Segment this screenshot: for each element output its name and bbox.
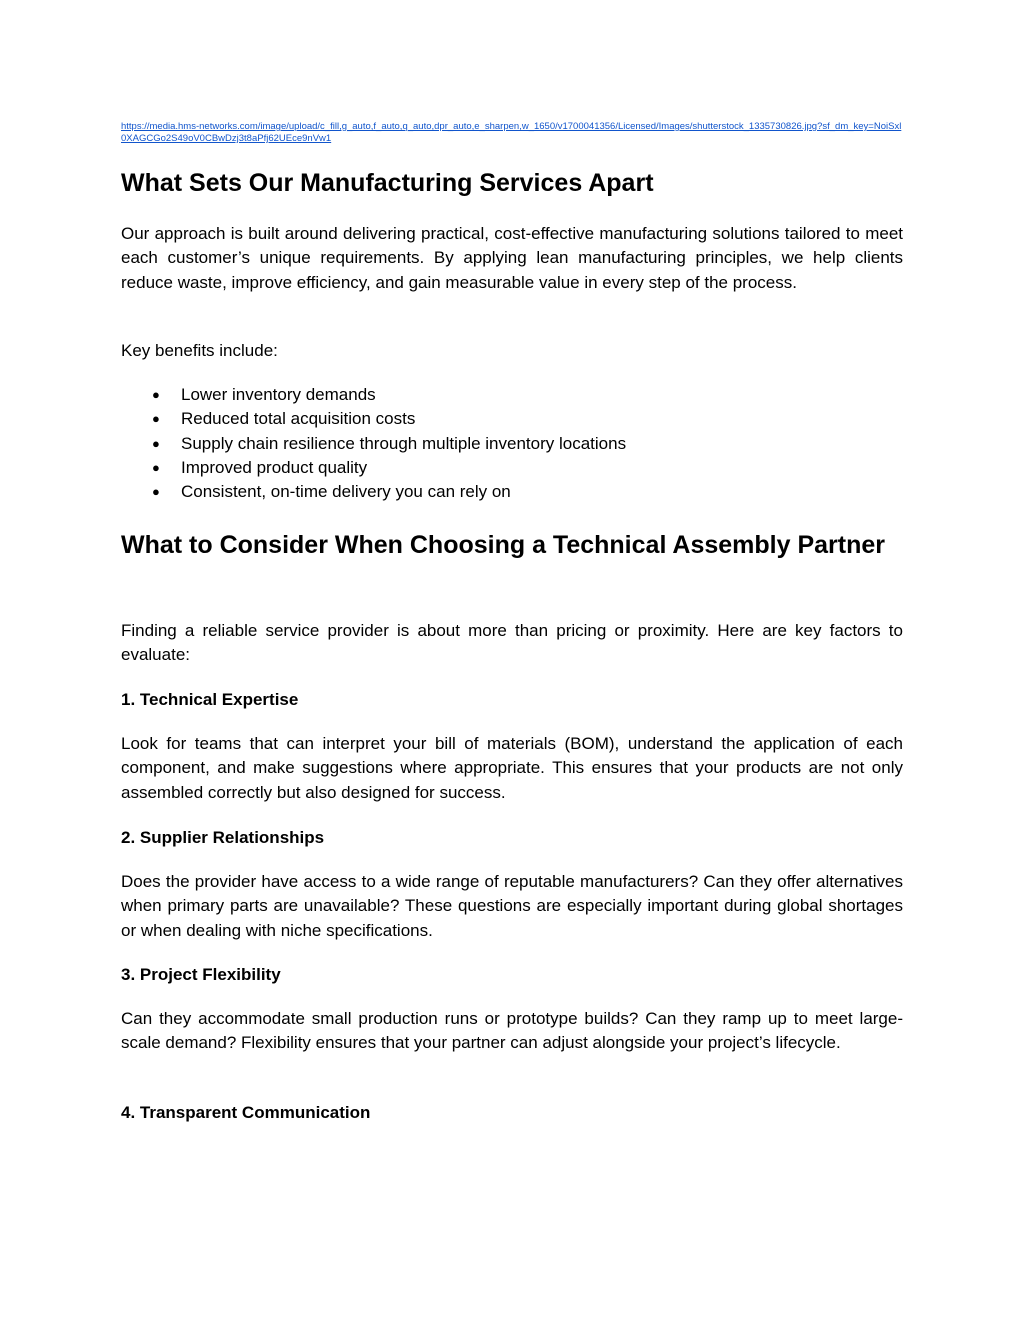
list-item [121, 432, 626, 456]
services-paragraph: Our approach is built around delivering practical, cost-effective manufacturing solutions tailored to meet each customer’s unique requirements. By applying lean manufacturing principles, we help clients reduce waste, improve efficiency, and gain measurable value in every step of the process. [121, 224, 903, 292]
factor-title-technical-expertise: 1. Technical Expertise [121, 690, 299, 709]
factor-text-supplier-relationships: Does the provider have access to a wide range of reputable manufacturers? Can they offer alternatives when primary parts are unavailable? These questions are especially important during global shortages or when dealing with niche specifications. [121, 872, 903, 940]
factor-text-technical-expertise: Look for teams that can interpret your bill of materials (BOM), understand the application of each component, and make suggestions where appropriate. This ensures that your products are not only assembled correctly but also designed for success. [121, 734, 903, 802]
bullet-icon: ● [152, 411, 160, 427]
bullet-icon: ● [152, 435, 160, 451]
factor-text-project-flexibility: Can they accommodate small production runs or prototype builds? Can they ramp up to meet large-scale demand? Flexibility ensures that your partner can adjust alongside your project’s lifecycle. [121, 1009, 903, 1053]
benefit-text: Reduced total acquisition costs [181, 409, 416, 429]
section-heading-choosing-partner: What to Consider When Choosing a Technical Assembly Partner [121, 531, 886, 559]
bullet-icon: ● [152, 459, 160, 475]
list-item [121, 456, 626, 480]
source-image-link[interactable]: https://media.hms-networks.com/image/upload/c_fill,g_auto,f_auto,q_auto,dpr_auto,e_sharpen,w_1650/v1700041356/Licensed/Images/shutterstock_1335730826.jpg?sf_dm_key=NoiSxl0XAGCGo2S49oV0CBwDzj3t8aPfj62UEce9nVw1 [121, 121, 902, 144]
list-item [121, 383, 626, 407]
factor-title-supplier-relationships: 2. Supplier Relationships [121, 828, 325, 847]
benefit-text: Supply chain resilience through multiple inventory locations [181, 433, 627, 453]
bullet-icon: ● [152, 484, 160, 500]
benefits-list [121, 383, 626, 504]
benefit-text: Lower inventory demands [181, 385, 376, 404]
choosing-intro: Finding a reliable service provider is about more than pricing or proximity. Here are key factors to evaluate: [121, 621, 903, 665]
list-item [121, 480, 626, 504]
benefit-text: Consistent, on-time delivery you can rely on [181, 482, 511, 502]
benefit-text: Improved product quality [181, 457, 368, 477]
list-item [121, 407, 626, 431]
section-heading-services-apart: What Sets Our Manufacturing Services Apart [121, 169, 654, 197]
bullet-icon: ● [152, 387, 160, 402]
factor-title-transparent-communication: 4. Transparent Communication [121, 1103, 371, 1122]
benefits-intro: Key benefits include: [121, 341, 278, 360]
factor-title-project-flexibility: 3. Project Flexibility [121, 965, 281, 984]
